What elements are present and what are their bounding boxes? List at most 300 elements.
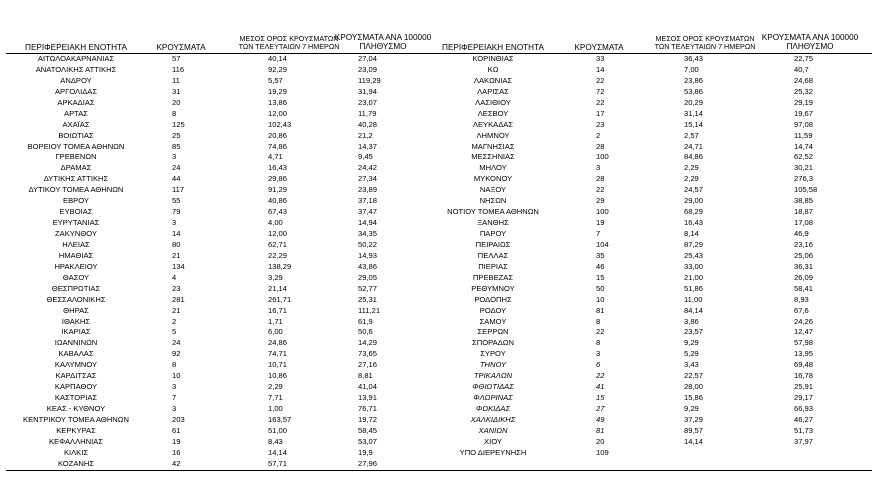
region-name-cell: ΘΗΡΑΣ	[63, 305, 89, 315]
cases-cell: 85	[172, 141, 181, 151]
table-row	[440, 87, 872, 98]
region-name-cell: ΣΥΡΟΥ	[480, 349, 506, 359]
avg-7day-cell: 9,29	[684, 404, 699, 413]
cases-cell: 81	[596, 305, 605, 315]
avg-7day-cell: 163,57	[268, 414, 292, 424]
cases-cell: 5	[172, 327, 177, 337]
avg-7day-cell: 1,00	[268, 404, 283, 413]
table-row	[440, 327, 872, 338]
table-row	[6, 229, 440, 240]
table-row	[440, 273, 872, 284]
per-100k-cell: 58,45	[358, 425, 378, 435]
per-100k-cell: 14,29	[358, 338, 378, 348]
cases-cell: 281	[172, 294, 185, 304]
per-100k-cell: 40,28	[358, 119, 378, 129]
region-name-cell: ΕΥΒΟΙΑΣ	[59, 207, 93, 217]
cases-cell: 57	[172, 54, 181, 63]
table-row	[6, 382, 440, 393]
region-name-cell: ΛΑΚΩΝΙΑΣ	[473, 75, 513, 85]
cases-cell: 8	[172, 108, 177, 118]
header-region: ΠΕΡΙΦΕΡΕΙΑΚΗ ΕΝΟΤΗΤΑ	[25, 43, 127, 52]
table-row	[440, 120, 872, 131]
cases-cell: 203	[172, 414, 185, 424]
avg-7day-cell: 20,86	[268, 130, 288, 140]
cases-cell: 116	[172, 64, 185, 74]
per-100k-cell: 40,7	[794, 64, 809, 74]
per-100k-cell: 30,21	[794, 163, 814, 173]
cases-cell: 100	[596, 207, 609, 217]
table-row	[440, 76, 872, 87]
per-100k-cell: 23,89	[358, 185, 378, 195]
avg-7day-cell: 62,71	[268, 239, 288, 249]
avg-7day-cell: 6,00	[268, 327, 283, 337]
table-row	[440, 207, 872, 218]
cases-cell: 24	[172, 338, 181, 348]
per-100k-cell: 19,67	[794, 108, 814, 118]
cases-cell: 41	[596, 382, 605, 392]
table-row	[6, 185, 440, 196]
bottom-divider	[6, 470, 872, 471]
region-name-cell: ΚΟΡΙΝΘΙΑΣ	[472, 54, 514, 63]
per-100k-cell: 25,31	[358, 294, 378, 304]
per-100k-cell: 111,21	[358, 305, 381, 315]
avg-7day-cell: 23,86	[684, 75, 704, 85]
region-name-cell: ΘΕΣΣΑΛΟΝΙΚΗΣ	[46, 294, 106, 304]
table-row	[440, 284, 872, 295]
region-name-cell: ΚΩ	[487, 64, 499, 74]
cases-cell: 8	[172, 360, 177, 370]
cases-cell: 6	[596, 360, 601, 370]
table-row	[6, 98, 440, 109]
cases-cell: 20	[172, 97, 181, 107]
cases-cell: 35	[596, 250, 605, 260]
cases-cell: 81	[596, 425, 605, 435]
per-100k-cell: 62,52	[794, 152, 814, 162]
header-cases-right: ΚΡΟΥΣΜΑΤΑ	[574, 43, 624, 52]
region-name-cell: ΜΗΛΟΥ	[479, 163, 507, 173]
cases-cell: 72	[596, 86, 605, 96]
header-per100k-line2: ΠΛΗΘΥΣΜΟ	[359, 42, 407, 51]
avg-7day-cell: 33,00	[684, 261, 704, 271]
table-row	[6, 240, 440, 251]
per-100k-cell: 57,98	[794, 338, 814, 348]
cases-cell: 27	[596, 404, 605, 413]
avg-7day-cell: 15,86	[684, 393, 704, 403]
table-row	[6, 120, 440, 131]
per-100k-cell: 36,31	[794, 261, 814, 271]
per-100k-cell: 119,29	[358, 75, 381, 85]
per-100k-cell: 19,9	[358, 447, 373, 457]
table-row	[6, 152, 440, 163]
region-name-cell: ΑΧΑΪΑΣ	[62, 119, 90, 129]
table-row	[6, 437, 440, 448]
region-name-cell: ΘΕΣΠΡΩΤΙΑΣ	[51, 283, 101, 293]
region-name-cell: ΚΑΛΥΜΝΟΥ	[54, 360, 98, 370]
per-100k-cell: 34,35	[358, 229, 378, 238]
per-100k-cell: 18,87	[794, 207, 814, 217]
avg-7day-cell: 261,71	[268, 294, 292, 304]
table-row	[440, 98, 872, 109]
region-name-cell: ΞΑΝΘΗΣ	[477, 218, 509, 228]
table-row	[6, 317, 440, 328]
table-row	[6, 196, 440, 207]
cases-cell: 19	[172, 436, 181, 446]
avg-7day-cell: 10,86	[268, 371, 288, 381]
region-name-cell: ΜΑΓΝΗΣΙΑΣ	[471, 141, 515, 151]
table-row	[6, 448, 440, 459]
region-name-cell: ΕΒΡΟΥ	[63, 196, 89, 206]
table-row	[6, 87, 440, 98]
table-row	[6, 415, 440, 426]
avg-7day-cell: 36,43	[684, 54, 704, 63]
per-100k-cell: 27,96	[358, 458, 378, 468]
table-row	[6, 262, 440, 273]
per-100k-cell: 14,74	[794, 141, 814, 151]
avg-7day-cell: 24,86	[268, 338, 288, 348]
cases-cell: 104	[596, 239, 609, 249]
table-row	[6, 251, 440, 262]
avg-7day-cell: 92,29	[268, 64, 288, 74]
per-100k-cell: 25,91	[794, 382, 814, 392]
per-100k-cell: 8,81	[358, 371, 373, 381]
avg-7day-cell: 19,29	[268, 86, 288, 96]
left-rows	[6, 54, 440, 470]
per-100k-cell: 17,08	[794, 218, 814, 228]
cases-cell: 24	[172, 163, 181, 173]
table-row	[6, 109, 440, 120]
right-rows	[440, 54, 872, 459]
cases-cell: 11	[172, 75, 180, 85]
region-name-cell: ΚΑΣΤΟΡΙΑΣ	[54, 393, 98, 403]
table-row	[6, 349, 440, 360]
region-name-cell: ΡΟΔΟΠΗΣ	[474, 294, 512, 304]
per-100k-cell: 51,73	[794, 425, 814, 435]
cases-cell: 28	[596, 174, 605, 184]
header-avg-line2: ΤΩΝ ΤΕΛΕΥΤΑΙΩΝ 7 ΗΜΕΡΩΝ	[238, 42, 340, 51]
avg-7day-cell: 16,71	[268, 305, 288, 315]
region-name-cell: ΝΗΣΩΝ	[479, 196, 507, 206]
region-name-cell: ΚΕΦΑΛΛΗΝΙΑΣ	[48, 436, 104, 446]
cases-cell: 10	[172, 371, 181, 381]
table-row	[6, 273, 440, 284]
region-name-cell: ΡΕΘΥΜΝΟΥ	[471, 283, 515, 293]
avg-7day-cell: 16,43	[268, 163, 288, 173]
cases-cell: 23	[596, 119, 605, 129]
table-row	[6, 218, 440, 229]
per-100k-cell: 24,42	[358, 163, 378, 173]
table-row	[6, 174, 440, 185]
region-name-cell: ΛΕΣΒΟΥ	[477, 108, 509, 118]
avg-7day-cell: 51,86	[684, 283, 704, 293]
avg-7day-cell: 40,86	[268, 196, 288, 206]
region-name-cell: ΧΑΝΙΩΝ	[478, 425, 508, 435]
avg-7day-cell: 2,29	[268, 382, 283, 392]
region-name-cell: ΕΥΡΥΤΑΝΙΑΣ	[52, 218, 100, 228]
cases-cell: 22	[596, 185, 605, 195]
per-100k-cell: 27,04	[358, 54, 378, 63]
per-100k-cell: 21,2	[358, 130, 373, 140]
avg-7day-cell: 4,00	[268, 218, 283, 228]
cases-cell: 79	[172, 207, 181, 217]
cases-cell: 7	[172, 393, 177, 403]
table-row	[440, 338, 872, 349]
avg-7day-cell: 40,14	[268, 54, 288, 63]
table-row	[440, 109, 872, 120]
header-region-right: ΠΕΡΙΦΕΡΕΙΑΚΗ ΕΝΟΤΗΤΑ	[442, 43, 544, 52]
table-row	[440, 218, 872, 229]
region-name-cell: ΚΕΝΤΡΙΚΟΥ ΤΟΜΕΑ ΑΘΗΝΩΝ	[23, 414, 129, 424]
table-row	[6, 131, 440, 142]
header-avg-line1: ΜΕΣΟΣ ΟΡΟΣ ΚΡΟΥΣΜΑΤΩΝ	[239, 34, 339, 43]
region-name-cell: ΚΑΒΑΛΑΣ	[58, 349, 94, 359]
region-name-cell: ΠΙΕΡΙΑΣ	[478, 261, 508, 271]
avg-7day-cell: 3,86	[684, 316, 699, 326]
avg-7day-cell: 87,29	[684, 239, 704, 249]
cases-cell: 17	[596, 108, 605, 118]
cases-cell: 21	[172, 305, 181, 315]
region-name-cell: ΥΠΟ ΔΙΕΡΕΥΝΗΣΗ	[459, 447, 527, 457]
table-row	[440, 371, 872, 382]
table-row	[440, 404, 872, 415]
table-row	[440, 295, 872, 306]
avg-7day-cell: 89,57	[684, 425, 704, 435]
per-100k-cell: 23,07	[358, 97, 378, 107]
region-name-cell: ΠΕΛΛΑΣ	[477, 250, 509, 260]
cases-cell: 3	[172, 404, 177, 413]
avg-7day-cell: 25,43	[684, 250, 704, 260]
avg-7day-cell: 22,57	[684, 371, 704, 381]
per-100k-cell: 9,45	[358, 152, 373, 162]
avg-7day-cell: 74,86	[268, 141, 288, 151]
table-row	[6, 284, 440, 295]
per-100k-cell: 13,91	[358, 393, 378, 403]
avg-7day-cell: 68,29	[684, 207, 704, 217]
avg-7day-cell: 4,71	[268, 152, 283, 162]
region-name-cell: ΛΕΥΚΑΔΑΣ	[472, 119, 514, 129]
per-100k-cell: 24,26	[794, 316, 814, 326]
per-100k-cell: 23,09	[358, 64, 378, 74]
region-name-cell: ΑΡΤΑΣ	[64, 108, 88, 118]
avg-7day-cell: 12,00	[268, 229, 288, 238]
cases-cell: 42	[172, 458, 181, 468]
per-100k-cell: 16,78	[794, 371, 814, 381]
header-per100k-line1: ΚΡΟΥΣΜΑΤΑ ΑΝΑ 100000	[334, 33, 432, 42]
cases-cell: 23	[172, 283, 181, 293]
region-name-cell: ΙΘΑΚΗΣ	[61, 316, 91, 326]
avg-7day-cell: 29,00	[684, 196, 704, 206]
per-100k-cell: 37,97	[794, 436, 814, 446]
cases-cell: 28	[596, 141, 605, 151]
cases-cell: 50	[596, 283, 605, 293]
avg-7day-cell: 51,00	[268, 425, 288, 435]
region-name-cell: ΑΝΑΤΟΛΙΚΗΣ ΑΤΤΙΚΗΣ	[35, 64, 117, 74]
region-name-cell: ΜΕΣΣΗΝΙΑΣ	[471, 152, 515, 162]
per-100k-cell: 23,16	[794, 239, 814, 249]
region-name-cell: ΣΑΜΟΥ	[479, 316, 507, 326]
table-row	[440, 142, 872, 153]
table-row	[6, 327, 440, 338]
per-100k-cell: 50,22	[358, 239, 378, 249]
region-name-cell: ΧΑΛΚΙΔΙΚΗΣ	[470, 414, 516, 424]
per-100k-cell: 14,37	[358, 141, 378, 151]
region-name-cell: ΠΕΙΡΑΙΩΣ	[475, 239, 511, 249]
table-row	[440, 163, 872, 174]
cases-cell: 29	[596, 196, 605, 206]
cases-cell: 31	[172, 86, 181, 96]
cases-cell: 19	[596, 218, 605, 228]
cases-cell: 109	[596, 447, 609, 457]
per-100k-cell: 38,85	[794, 196, 814, 206]
avg-7day-cell: 7,00	[684, 64, 699, 74]
per-100k-cell: 58,41	[794, 283, 814, 293]
region-name-cell: ΤΡΙΚΑΛΩΝ	[473, 371, 513, 381]
table-row	[6, 163, 440, 174]
cases-cell: 8	[596, 338, 601, 348]
region-name-cell: ΛΗΜΝΟΥ	[476, 130, 510, 140]
table-row	[440, 65, 872, 76]
region-name-cell: ΚΕΡΚΥΡΑΣ	[56, 425, 96, 435]
avg-7day-cell: 10,71	[268, 360, 288, 370]
per-100k-cell: 41,04	[358, 382, 378, 392]
cases-cell: 3	[596, 163, 601, 173]
avg-7day-cell: 16,43	[684, 218, 704, 228]
table-row	[6, 306, 440, 317]
table-row	[440, 360, 872, 371]
region-name-cell: ΒΟΙΩΤΙΑΣ	[58, 130, 94, 140]
avg-7day-cell: 21,00	[684, 272, 704, 282]
region-name-cell: ΑΝΔΡΟΥ	[60, 75, 92, 85]
region-name-cell: ΧΙΟΥ	[484, 436, 502, 446]
cases-cell: 44	[172, 174, 181, 184]
table-row	[440, 317, 872, 328]
table-row	[6, 404, 440, 415]
region-name-cell: ΘΑΣΟΥ	[62, 272, 90, 282]
region-name-cell: ΑΡΚΑΔΙΑΣ	[57, 97, 95, 107]
cases-cell: 80	[172, 239, 181, 249]
region-name-cell: ΦΛΩΡΙΝΑΣ	[473, 393, 513, 403]
per-100k-cell: 61,9	[358, 316, 373, 326]
table-row	[440, 393, 872, 404]
per-100k-cell: 11,79	[358, 108, 377, 118]
per-100k-cell: 26,09	[794, 272, 814, 282]
cases-cell: 49	[596, 414, 605, 424]
cases-cell: 15	[596, 393, 605, 403]
per-100k-cell: 14,93	[358, 250, 378, 260]
region-name-cell: ΤΗΝΟΥ	[479, 360, 507, 370]
avg-7day-cell: 9,29	[684, 338, 699, 348]
region-name-cell: ΚΕΑΣ - ΚΥΘΝΟΥ	[46, 404, 106, 413]
region-name-cell: ΚΑΡΠΑΘΟΥ	[54, 382, 98, 392]
per-100k-cell: 31,94	[358, 86, 378, 96]
region-name-cell: ΑΙΤΩΛΟΑΚΑΡΝΑΝΙΑΣ	[37, 54, 115, 63]
cases-cell: 46	[596, 261, 605, 271]
region-name-cell: ΑΡΓΟΛΙΔΑΣ	[54, 86, 98, 96]
cases-cell: 22	[596, 371, 605, 381]
table-row	[6, 459, 440, 470]
per-100k-cell: 27,34	[358, 174, 378, 184]
avg-7day-cell: 7,71	[268, 393, 283, 403]
table-row	[440, 306, 872, 317]
avg-7day-cell: 138,29	[268, 261, 292, 271]
avg-7day-cell: 14,14	[684, 436, 704, 446]
avg-7day-cell: 91,29	[268, 185, 288, 195]
cases-cell: 3	[172, 218, 177, 228]
table-row	[440, 185, 872, 196]
avg-7day-cell: 28,00	[684, 382, 704, 392]
per-100k-cell: 22,75	[794, 54, 814, 63]
avg-7day-cell: 8,43	[268, 436, 283, 446]
avg-7day-cell: 14,14	[268, 447, 288, 457]
avg-7day-cell: 15,14	[684, 119, 704, 129]
per-100k-cell: 25,06	[794, 250, 814, 260]
header-per100k-line1-right: ΚΡΟΥΣΜΑΤΑ ΑΝΑ 100000	[761, 33, 859, 42]
avg-7day-cell: 3,43	[684, 360, 699, 370]
avg-7day-cell: 37,29	[684, 414, 704, 424]
avg-7day-cell: 8,14	[684, 229, 699, 238]
avg-7day-cell: 2,57	[684, 130, 699, 140]
region-name-cell: ΝΟΤΙΟΥ ΤΟΜΕΑ ΑΘΗΝΩΝ	[447, 207, 539, 217]
avg-7day-cell: 20,29	[684, 97, 704, 107]
region-name-cell: ΛΑΡΙΣΑΣ	[477, 86, 509, 96]
region-name-cell: ΗΛΕΙΑΣ	[62, 239, 90, 249]
table-row	[440, 448, 872, 459]
table-row	[440, 229, 872, 240]
per-100k-cell: 69,48	[794, 360, 814, 370]
region-name-cell: ΠΡΕΒΕΖΑΣ	[472, 272, 514, 282]
avg-7day-cell: 1,71	[268, 316, 283, 326]
table-row	[6, 76, 440, 87]
region-name-cell: ΚΑΡΔΙΤΣΑΣ	[55, 371, 97, 381]
cases-cell: 61	[172, 425, 181, 435]
per-100k-cell: 52,77	[358, 283, 378, 293]
avg-7day-cell: 53,86	[684, 86, 704, 96]
table-row	[6, 142, 440, 153]
table-row	[6, 338, 440, 349]
per-100k-cell: 46,9	[794, 229, 809, 238]
per-100k-cell: 29,17	[794, 393, 814, 403]
region-name-cell: ΗΡΑΚΛΕΙΟΥ	[54, 261, 98, 271]
table-row	[6, 54, 440, 65]
avg-7day-cell: 12,00	[268, 108, 288, 118]
region-name-cell: ΗΜΑΘΙΑΣ	[58, 250, 94, 260]
table-row	[6, 65, 440, 76]
region-name-cell: ΝΑΞΟΥ	[479, 185, 507, 195]
region-name-cell: ΦΘΙΩΤΙΔΑΣ	[472, 382, 514, 392]
avg-7day-cell: 22,29	[268, 250, 288, 260]
region-name-cell: ΦΩΚΙΔΑΣ	[475, 404, 511, 413]
region-name-cell: ΔΥΤΙΚΗΣ ΑΤΤΙΚΗΣ	[43, 174, 109, 184]
per-100k-cell: 37,18	[358, 196, 378, 206]
table-row	[6, 207, 440, 218]
cases-cell: 100	[596, 152, 609, 162]
cases-cell: 10	[596, 294, 605, 304]
per-100k-cell: 29,19	[794, 97, 814, 107]
avg-7day-cell: 3,29	[268, 272, 283, 282]
cases-cell: 16	[172, 447, 181, 457]
avg-7day-cell: 2,29	[684, 174, 699, 184]
per-100k-cell: 105,58	[794, 185, 818, 195]
region-name-cell: ΙΩΑΝΝΙΝΩΝ	[54, 338, 98, 348]
avg-7day-cell: 13,86	[268, 97, 288, 107]
cases-cell: 3	[172, 382, 177, 392]
per-100k-cell: 67,6	[794, 305, 809, 315]
region-name-cell: ΚΙΛΚΙΣ	[63, 447, 89, 457]
avg-7day-cell: 5,29	[684, 349, 699, 359]
cases-cell: 25	[172, 130, 181, 140]
per-100k-cell: 53,07	[358, 436, 378, 446]
table-row	[6, 371, 440, 382]
table-row	[440, 349, 872, 360]
